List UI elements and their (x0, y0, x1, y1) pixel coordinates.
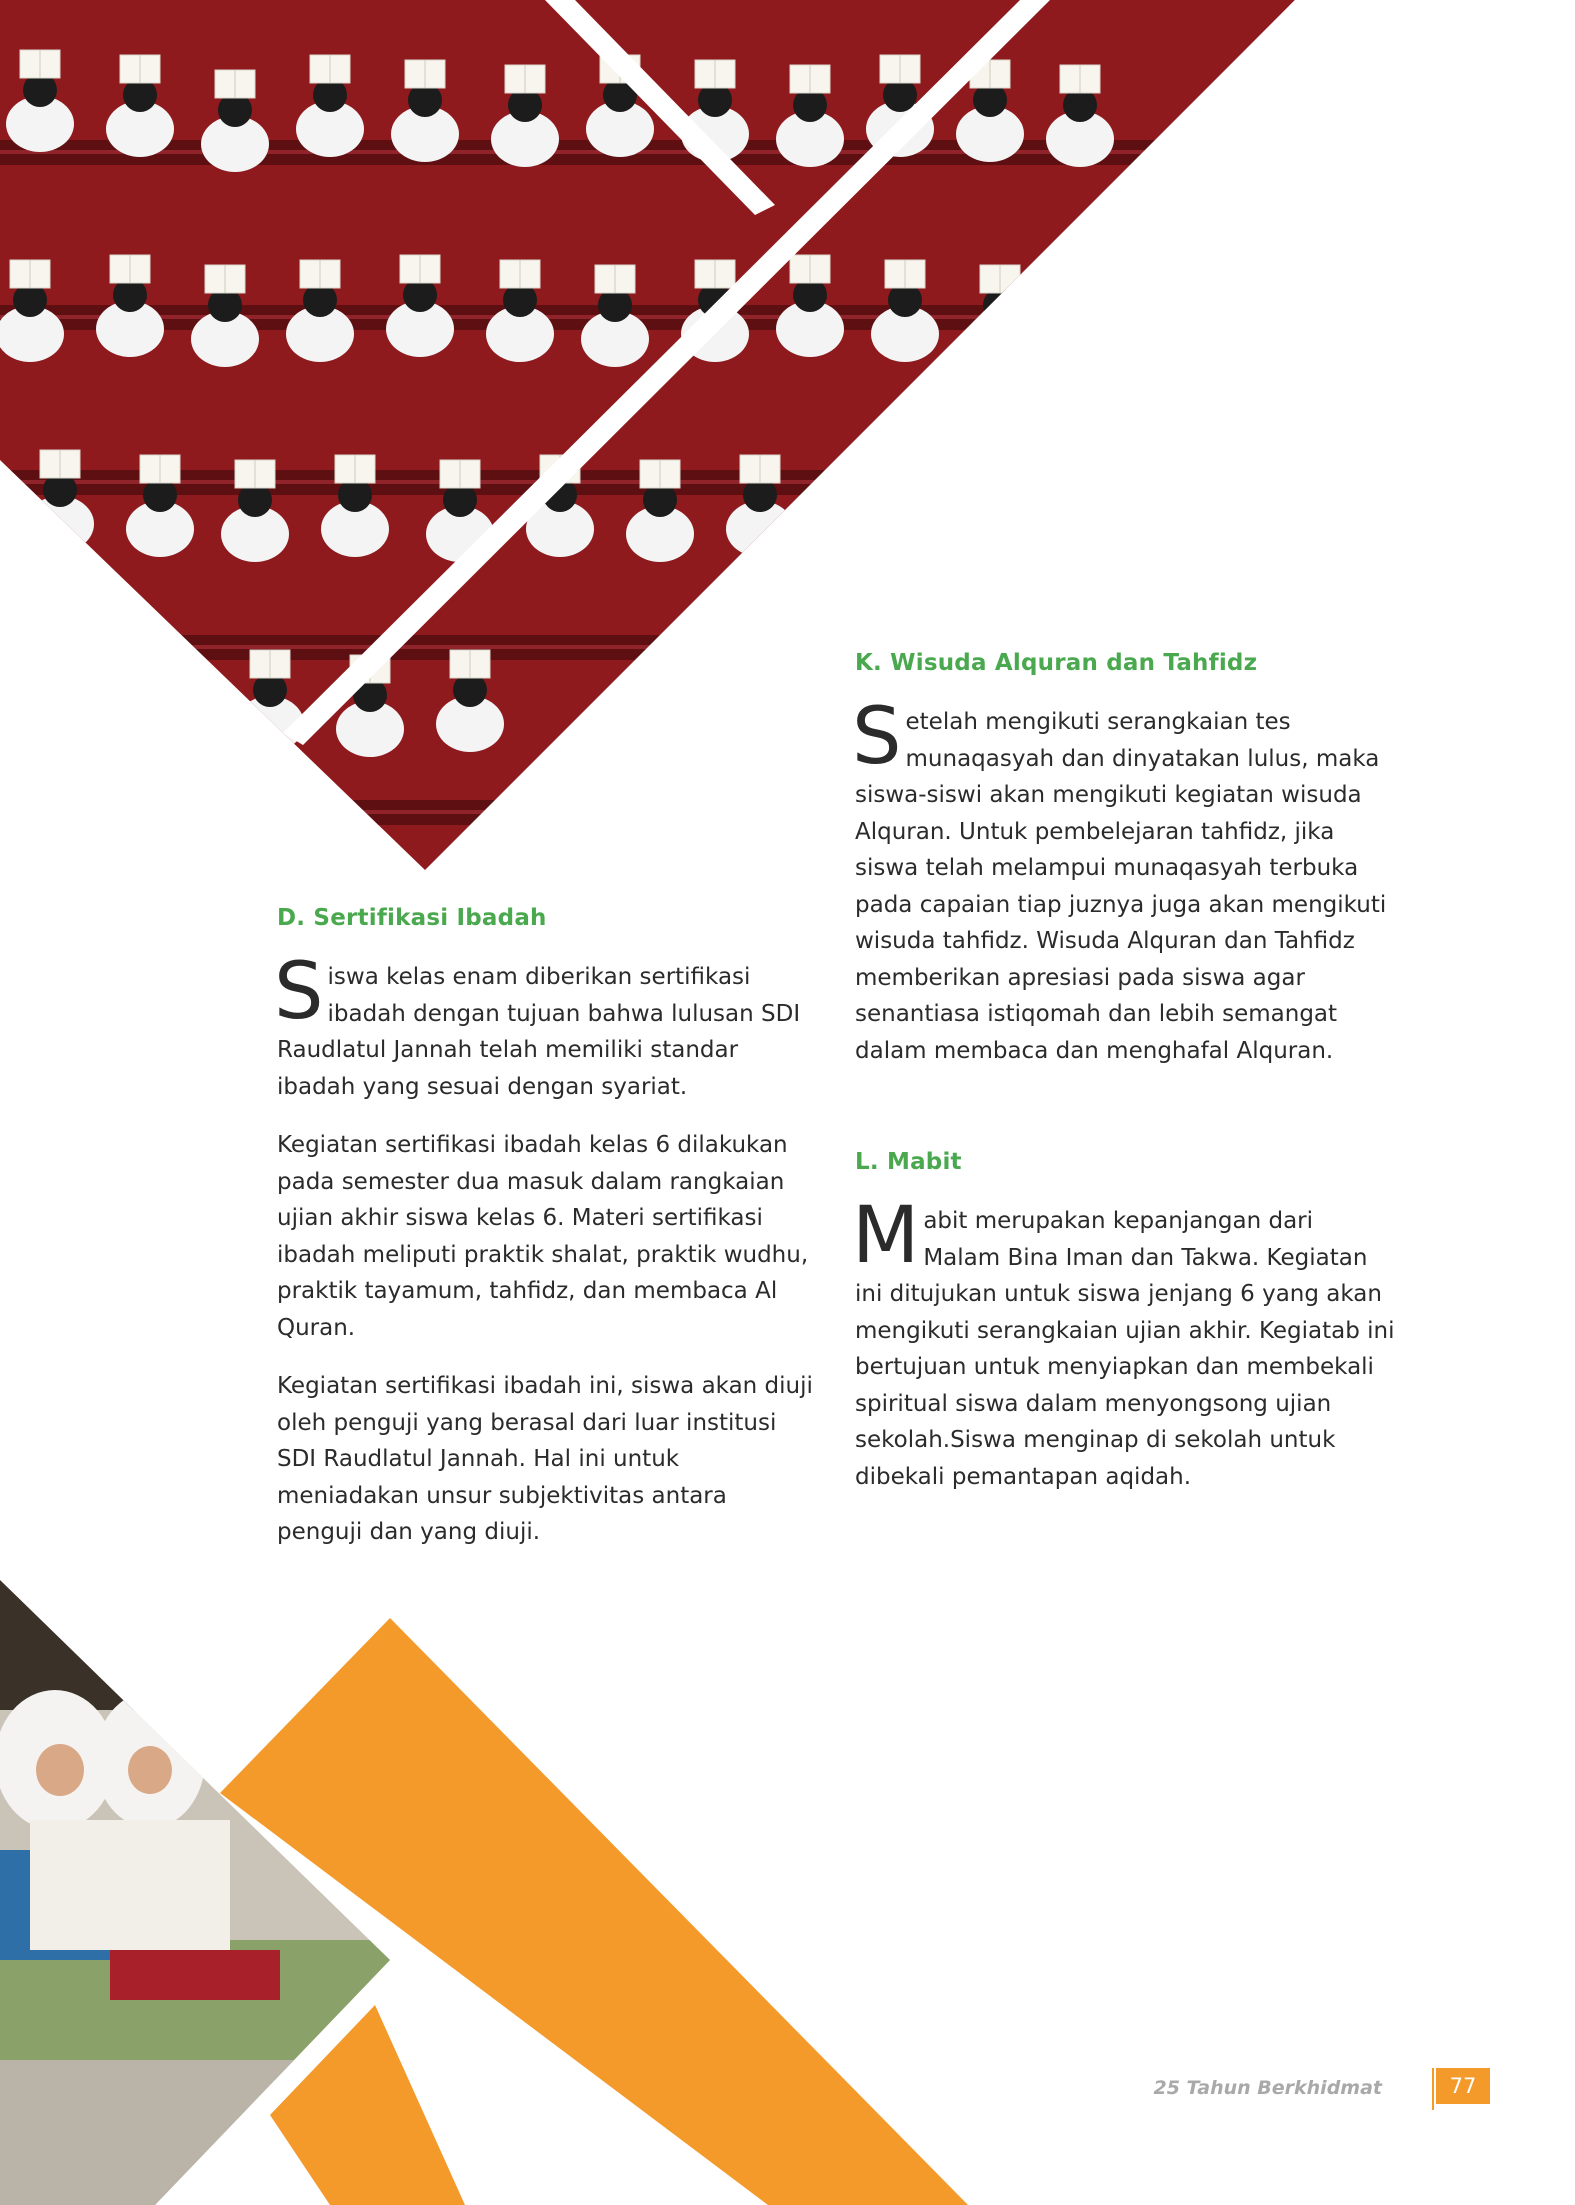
section-heading-wisuda-alquran: K. Wisuda Alquran dan Tahfidz (855, 650, 1258, 676)
paragraph-mabit (852, 1191, 1395, 1495)
drop-cap: S (852, 692, 902, 782)
drop-cap: S (274, 947, 324, 1037)
paragraph-text: etelah mengikuti serangkaian tes munaqasyah dan dinyatakan lulus, maka siswa-siswi akan mengikuti kegiatan wisuda Alquran. Untuk pembelejaran tahfidz, jika siswa telah melampui munaqasyah terbuka pada capaian tiap juznya juga akan mengikuti wisuda tahfidz. Wisuda Alquran dan Tahfidz memberikan apresiasi pada siswa agar senantiasa istiqomah dan lebih semangat dalam membaca dan menghafal Alquran. (855, 709, 1387, 1064)
page-number-rule (1432, 2068, 1434, 2110)
drop-cap: M (852, 1191, 920, 1281)
section-spacer (855, 1091, 1395, 1149)
column-right (852, 650, 1395, 1517)
paragraph-sertifikasi-intro (274, 947, 817, 1105)
paragraph-text: abit merupakan kepanjangan dari Malam Bina Iman dan Takwa. Kegiatan ini ditujukan untuk siswa jenjang 6 yang akan mengikuti serangkaian ujian akhir. Kegiatab ini bertujuan untuk menyiapkan dan membekali spiritual siswa dalam menyongsong ujian sekolah.Siswa menginap di sekolah untuk dibekali pemantapan aqidah. (855, 1208, 1395, 1490)
section-heading-sertifikasi-ibadah: D. Sertifikasi Ibadah (277, 905, 547, 931)
paragraph-sertifikasi-penguji: Kegiatan sertifikasi ibadah ini, siswa akan diuji oleh penguji yang berasal dari luar institusi SDI Raudlatul Jannah. Hal ini untuk meniadakan unsur subjektivitas antara penguji dan yang diuji. (277, 1373, 813, 1545)
paragraph-sertifikasi-materi: Kegiatan sertifikasi ibadah kelas 6 dilakukan pada semester dua masuk dalam rangkaian ujian akhir siswa kelas 6. Materi sertifikasi ibadah meliputi praktik shalat, praktik wudhu, praktik tayamum, tahfidz, dan membaca Al Quran. (277, 1132, 809, 1341)
footer-book-title: 25 Tahun Berkhidmat (1153, 2077, 1382, 2099)
section-heading-mabit: L. Mabit (855, 1149, 962, 1175)
paragraph-wisuda (852, 692, 1395, 1069)
column-left (274, 905, 817, 1573)
page-number: 77 (1436, 2068, 1490, 2104)
paragraph-text: iswa kelas enam diberikan sertifikasi ibadah dengan tujuan bahwa lulusan SDI Raudlatul Jannah telah memiliki standar ibadah yang sesuai dengan syariat. (277, 964, 801, 1100)
